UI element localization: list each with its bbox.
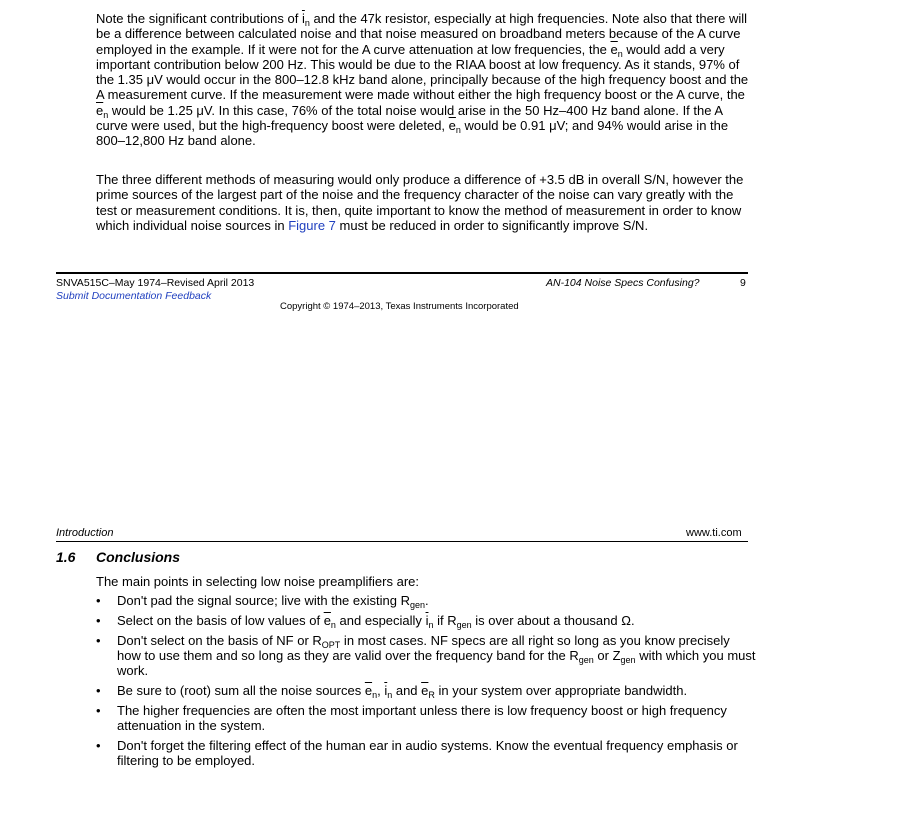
resistor-noise-symbol: $\overline{e}$	[421, 682, 429, 698]
text: would be 0.91 μV; and 94% would arise in the 800–12,800 Hz band alone.	[96, 118, 729, 149]
document-title: AN-104 Noise Specs Confusing?	[546, 277, 700, 289]
text: in most cases. NF specs are all right so long as you know precisely how to use them and so long as they are valid over the frequency band for the R	[117, 632, 730, 663]
voltage-noise-symbol: $\overline{e}$	[96, 102, 104, 118]
list-item	[96, 613, 756, 628]
subscript: OPT	[321, 639, 341, 650]
subscript: gen	[578, 654, 594, 665]
subscript: gen	[620, 654, 636, 665]
copyright-notice: Copyright © 1974–2013, Texas Instruments Incorporated	[280, 301, 519, 312]
paragraph-measurement-methods	[96, 172, 756, 233]
subscript: n	[617, 48, 623, 59]
subscript: n	[103, 109, 109, 120]
text: or Z	[593, 647, 621, 663]
text: .	[425, 593, 429, 608]
text: Don't select on the basis of NF or R	[117, 632, 322, 648]
section-title: Conclusions	[96, 549, 181, 565]
document-id: SNVA515C–May 1974–Revised April 2013	[56, 277, 255, 289]
text: Don't forget the filtering effect of the human ear in audio systems. Know the eventual frequency emphasis or filtering to be employed.	[117, 737, 738, 769]
text: would be 1.25 μV. In this case, 76% of the total noise would arise in the 50 Hz–400 Hz band alone. If the A curve were used, but the high-frequency boost were deleted,	[96, 102, 723, 134]
voltage-noise-symbol: $\overline{e}$	[323, 612, 331, 628]
text: Note the significant contributions of	[96, 11, 302, 26]
subscript: n	[304, 18, 310, 28]
text: The higher frequencies are often the most important unless there is low frequency boost or high frequency attenuation in the system.	[117, 702, 727, 734]
page-number: 9	[740, 277, 746, 289]
text: The three different methods of measuring would only produce a difference of +3.5 dB in overall S/N, however the prime sources of the largest part of the noise and the frequency character of the noise can vary greatly with the test or measurement conditions. It is, then, quite important to know the method of measurement in order to know which individual noise sources in	[96, 172, 744, 233]
figure-7-link[interactable]: Figure 7	[288, 217, 336, 233]
list-item	[96, 633, 756, 679]
list-item	[96, 593, 756, 608]
subscript: gen	[409, 600, 426, 610]
text: Don't pad the signal source; live with the existing R	[117, 593, 410, 608]
voltage-noise-symbol: $\overline{e}$	[448, 118, 456, 134]
section-number: 1.6	[56, 549, 76, 565]
conclusions-intro: The main points in selecting low noise preamplifiers are:	[96, 574, 419, 589]
voltage-noise-symbol: $\overline{e}$	[610, 41, 618, 57]
text: ,	[377, 682, 385, 698]
text: and	[392, 682, 422, 698]
footer-rule	[56, 272, 748, 274]
conclusions-list	[96, 593, 756, 773]
paragraph-noise-contributions	[96, 11, 756, 149]
text: Select on the basis of low values of	[117, 612, 324, 628]
text: must be reduced in order to significantly improve S/N.	[335, 217, 649, 233]
text: is over about a thousand Ω.	[471, 612, 635, 628]
list-item	[96, 703, 756, 734]
text: with which you must work.	[117, 647, 756, 679]
text: if R	[433, 612, 457, 628]
text: and the 47k resistor, especially at high frequencies. Note also that there will be a difference between calculated noise and that noise measured on broadband meters because of the A curve employed in the example. If it were not for the A curve attenuation at low frequencies, the	[96, 11, 748, 57]
subscript: n	[428, 619, 434, 630]
subscript: n	[387, 689, 393, 700]
subscript: n	[455, 125, 461, 136]
subscript: gen	[456, 619, 472, 630]
subscript: n	[372, 689, 378, 700]
current-noise-symbol: $\overline{i}$	[301, 11, 305, 26]
header-section-name: Introduction	[56, 527, 114, 539]
list-item	[96, 738, 756, 769]
current-noise-symbol: $\overline{i}$	[384, 682, 388, 698]
submit-feedback-link[interactable]: Submit Documentation Feedback	[56, 290, 212, 302]
text: in your system over appropriate bandwidth.	[434, 682, 688, 698]
header-rule	[56, 541, 748, 542]
subscript: R	[428, 689, 435, 700]
text: Be sure to (root) sum all the noise sources	[117, 682, 365, 698]
text: and especially	[335, 612, 426, 628]
list-item	[96, 683, 756, 698]
text: would add a very important contribution below 200 Hz. This would be due to the RIAA boost at low frequency. As it stands, 97% of the 1.35 μV would occur in the 800–12.8 kHz band alone, principally because of the high frequency boost and the A measurement curve. If the measurement were made without either the high frequency boost or the A curve, the	[96, 41, 749, 103]
voltage-noise-symbol: $\overline{e}$	[364, 682, 373, 698]
subscript: n	[330, 619, 336, 630]
ti-website-link[interactable]: www.ti.com	[686, 527, 742, 539]
current-noise-symbol: $\overline{i}$	[425, 612, 429, 628]
